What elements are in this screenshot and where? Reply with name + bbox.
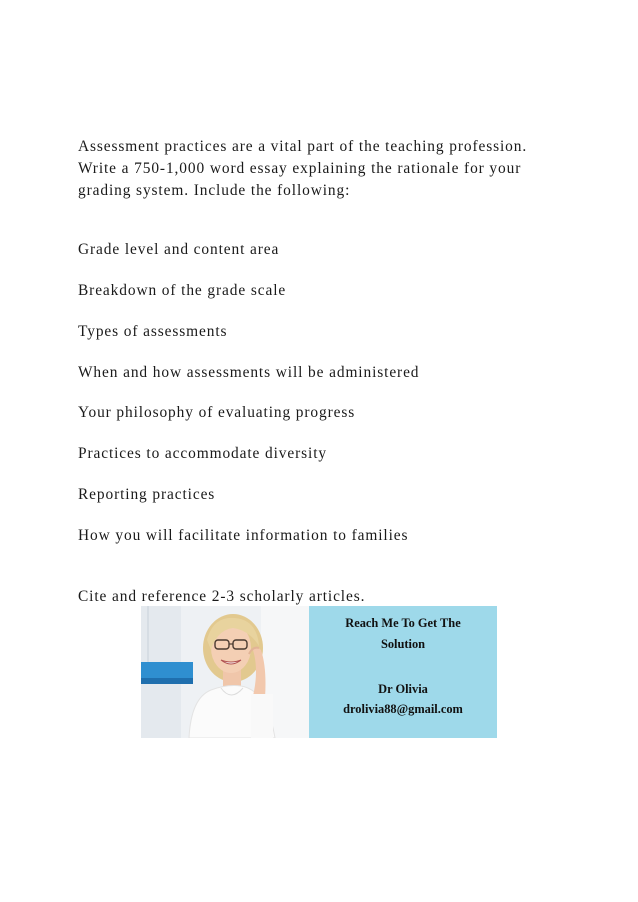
banner-headline-1: Reach Me To Get The bbox=[345, 616, 461, 630]
contact-email: drolivia88@gmail.com bbox=[343, 702, 463, 716]
list-item: How you will facilitate information to families bbox=[78, 527, 409, 544]
contact-banner bbox=[141, 606, 497, 738]
portrait-photo bbox=[141, 606, 309, 738]
list-item: Your philosophy of evaluating progress bbox=[78, 404, 356, 421]
intro-line: Write a 750-1,000 word essay explaining the rationale for your bbox=[78, 160, 522, 177]
contact-name: Dr Olivia bbox=[378, 682, 428, 696]
banner-headline-2: Solution bbox=[380, 637, 426, 651]
list-item: Grade level and content area bbox=[78, 241, 280, 258]
list-item: Practices to accommodate diversity bbox=[78, 445, 327, 462]
list-item: Reporting practices bbox=[78, 486, 216, 503]
list-item: Types of assessments bbox=[78, 323, 228, 340]
closing-line: Cite and reference 2-3 scholarly articles. bbox=[78, 588, 366, 605]
intro-paragraph bbox=[78, 136, 527, 202]
intro-line: Assessment practices are a vital part of the teaching profession. bbox=[78, 138, 528, 155]
list-item: When and how assessments will be administered bbox=[78, 364, 420, 381]
contact-info-panel bbox=[309, 606, 497, 738]
portrait-illustration bbox=[141, 606, 309, 738]
list-item: Breakdown of the grade scale bbox=[78, 282, 287, 299]
intro-line: grading system. Include the following: bbox=[78, 182, 351, 199]
